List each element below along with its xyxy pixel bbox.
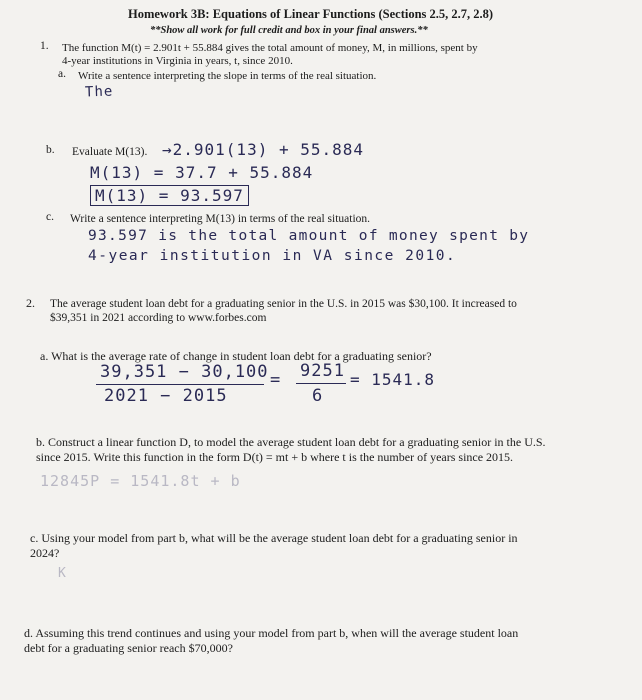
handwritten-answer: 93.597 is the total amount of money spent by	[88, 228, 530, 244]
part-label: c.	[46, 211, 54, 223]
handwritten-result: = 1541.8	[350, 370, 436, 389]
question-text: a. What is the average rate of change in student loan debt for a graduating senior?	[40, 349, 432, 363]
handwritten-numerator: 39,351 − 30,100	[100, 362, 269, 382]
question-text: since 2015. Write this function in the form D(t) = mt + b where t is the number of years since 2015.	[36, 450, 514, 464]
problem-text: The average student loan debt for a graduating senior in the U.S. in 2015 was $30,100. It increased to	[50, 298, 517, 310]
question-text: 2024?	[30, 546, 60, 560]
problem-text: $39,351 in 2021 according to www.forbes.com	[50, 312, 267, 324]
question-text: c. Using your model from part b, what will be the average student loan debt for a graduating senior in	[30, 531, 518, 545]
question-text: d. Assuming this trend continues and using your model from part b, when will the average student loan	[24, 626, 519, 640]
problem-text: The function M(t) = 2.901t + 55.884 gives the total amount of money, M, in millions, spent by	[62, 42, 478, 54]
handwritten-work: M(13) = 37.7 + 55.884	[90, 163, 314, 182]
boxed-answer: M(13) = 93.597	[90, 185, 249, 206]
handwritten-numerator: 9251	[300, 361, 345, 381]
handwritten-equals: =	[270, 370, 282, 390]
question-text: Write a sentence interpreting the slope in terms of the real situation.	[78, 70, 377, 82]
handwritten-denominator: 2021 − 2015	[104, 386, 228, 406]
handwritten-denominator: 6	[312, 386, 324, 406]
fraction-bar	[96, 384, 264, 385]
problem-number: 2.	[26, 296, 35, 310]
question-text: b. Construct a linear function D, to model the average student loan debt for a graduating senior in the U.S.	[36, 435, 546, 449]
problem-number: 1.	[40, 40, 49, 52]
question-text: debt for a graduating senior reach $70,000?	[24, 641, 233, 655]
question-text: Write a sentence interpreting M(13) in terms of the real situation.	[70, 213, 371, 225]
handwritten-answer: 4-year institution in VA since 2010.	[88, 248, 457, 264]
handwritten-answer: The	[84, 83, 114, 101]
problem-text: 4-year institutions in Virginia in years, t, since 2010.	[62, 55, 293, 67]
question-text: Evaluate M(13).	[72, 146, 148, 158]
faint-handwritten-work: 12845P = 1541.8t + b	[40, 472, 241, 490]
handwritten-work: →2.901(13) + 55.884	[162, 140, 365, 159]
page-title: Homework 3B: Equations of Linear Functions (Sections 2.5, 2.7, 2.8)	[128, 7, 494, 21]
part-label: b.	[46, 144, 55, 156]
instructions: **Show all work for full credit and box in your final answers.**	[150, 25, 428, 36]
faint-handwritten-mark: K	[58, 566, 67, 581]
part-label: a.	[58, 68, 66, 80]
fraction-bar	[296, 383, 346, 384]
